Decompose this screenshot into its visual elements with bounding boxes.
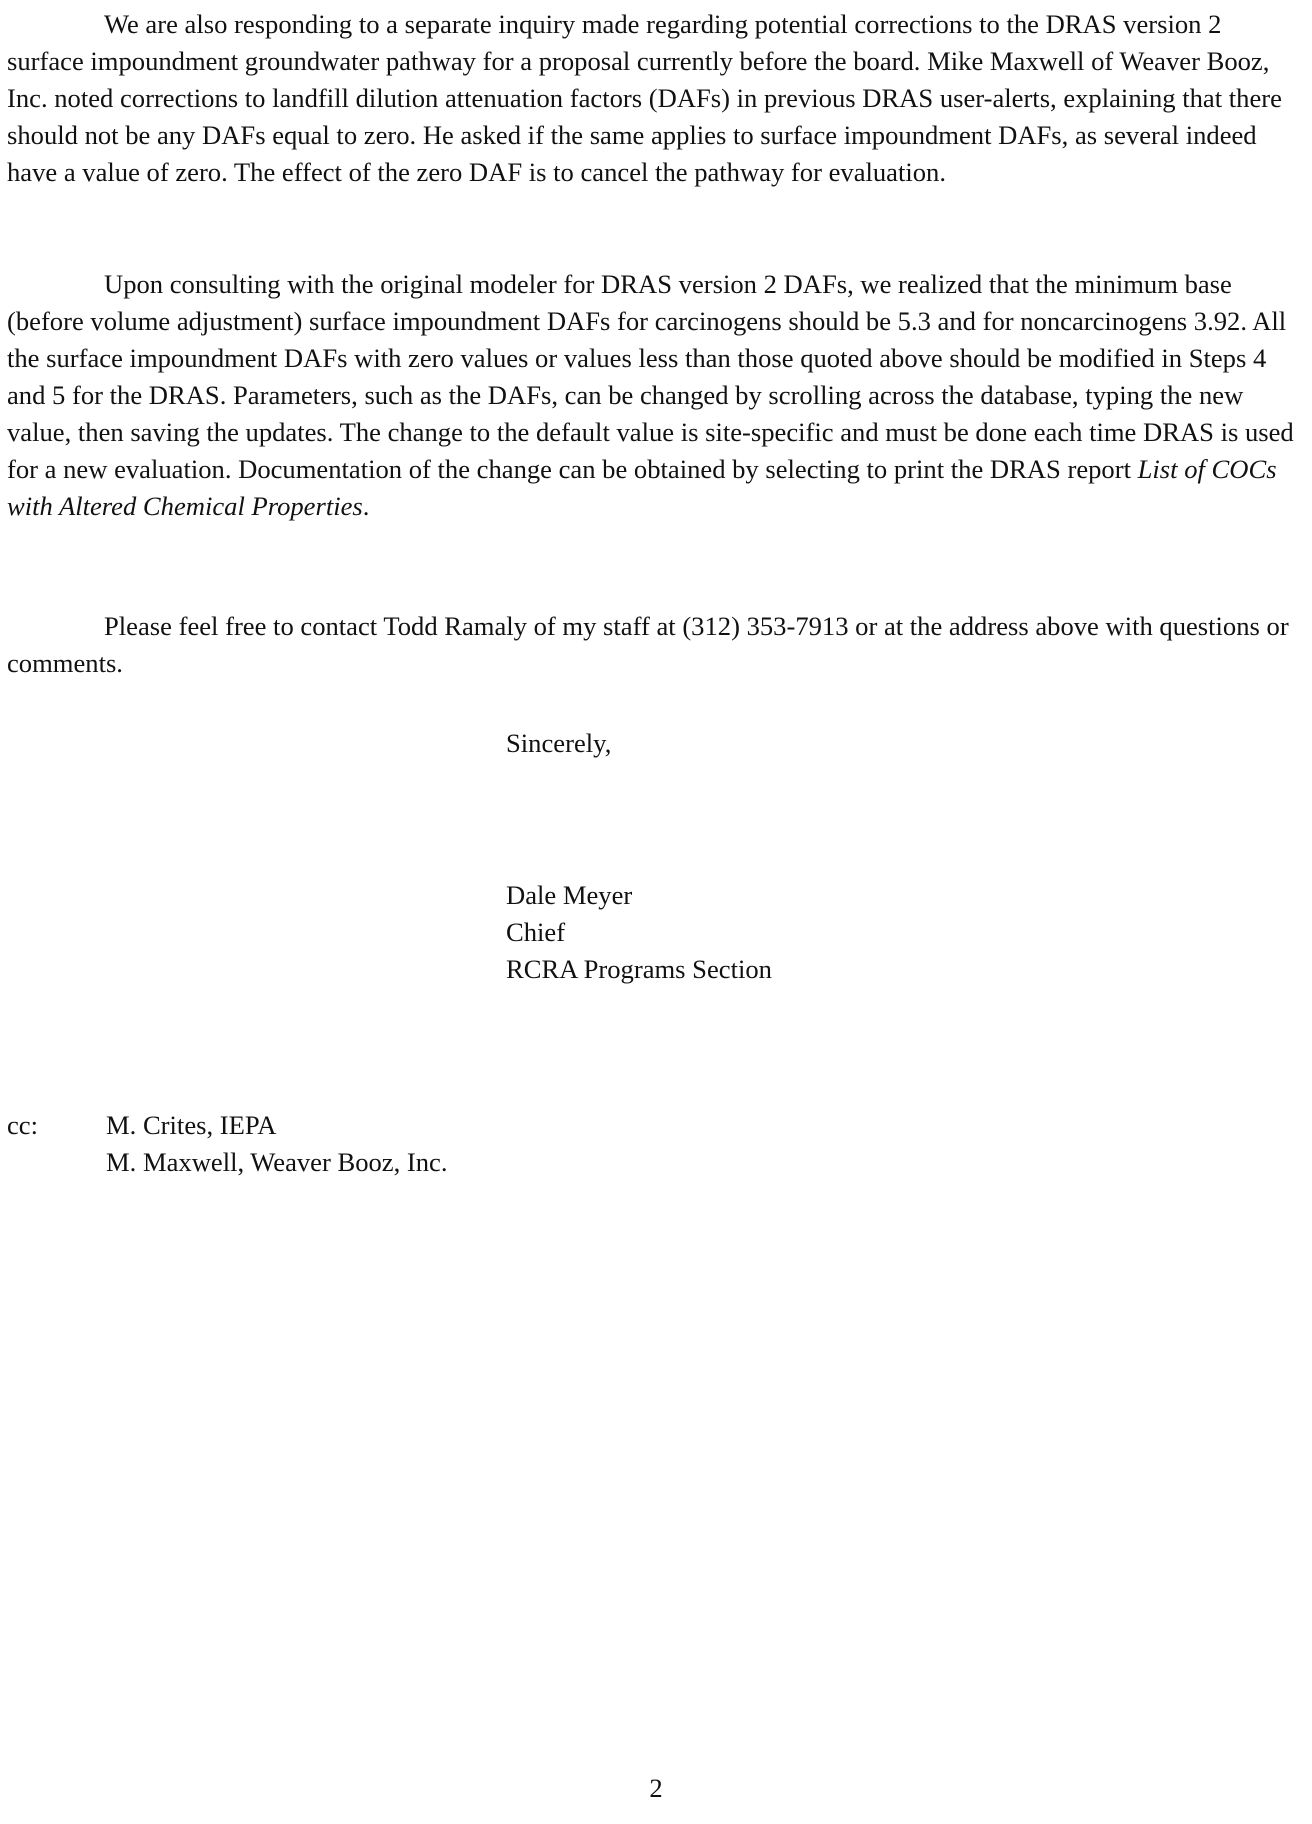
cc-recipient-list [106,1107,448,1181]
body-paragraph-1: We are also responding to a separate inquiry made regarding potential corrections to the DRAS version 2 surface impoundment groundwater pathway for a proposal currently before the board. Mike Maxwell of Weaver Booz, Inc. noted corrections to landfill dilution attenuation factors (DAFs) in previous DRAS user-alerts, explaining that there should not be any DAFs equal to zero. He asked if the same applies to surface impoundment DAFs, as several indeed have a value of zero. The effect of the zero DAF is to cancel the pathway for evaluation. [7,9,1282,187]
body-paragraph-2 [7,266,1303,525]
signature-block [506,877,772,988]
page-number: 2 [649,1773,663,1803]
closing-text: Sincerely, [506,728,612,758]
cc-recipient: M. Maxwell, Weaver Booz, Inc. [106,1147,448,1177]
closing-salutation [506,725,611,762]
cc-label: cc: [7,1110,38,1140]
report-title-italic: List of COCs with Altered Chemical Properties [7,454,1277,521]
signer-title: Chief [506,917,566,947]
body-paragraph-3: Please feel free to contact Todd Ramaly of my staff at (312) 353-7913 or at the address above with questions or comments. [7,611,1289,678]
cc-recipient: M. Crites, IEPA [106,1110,277,1140]
signer-name: Dale Meyer [506,880,633,910]
paragraph-2-tail: . [362,491,370,521]
signer-section: RCRA Programs Section [506,954,772,984]
paragraph-2-text: Upon consulting with the original modeler for DRAS version 2 DAFs, we realized that the minimum base (before volume adjustment) surface impoundment DAFs for carcinogens should be 5.3 and for noncarcinogens 3.92. All the surface impoundment DAFs with zero values or values less than those quoted above should be modified in Steps 4 and 5 for the DRAS. Parameters, such as the DAFs, can be changed by scrolling across the database, typing the new value, then saving the updates. The change to the default value is site-specific and must be done each time DRAS is used for a new evaluation. Documentation of the change can be obtained by selecting to print the DRAS report [7,269,1294,484]
